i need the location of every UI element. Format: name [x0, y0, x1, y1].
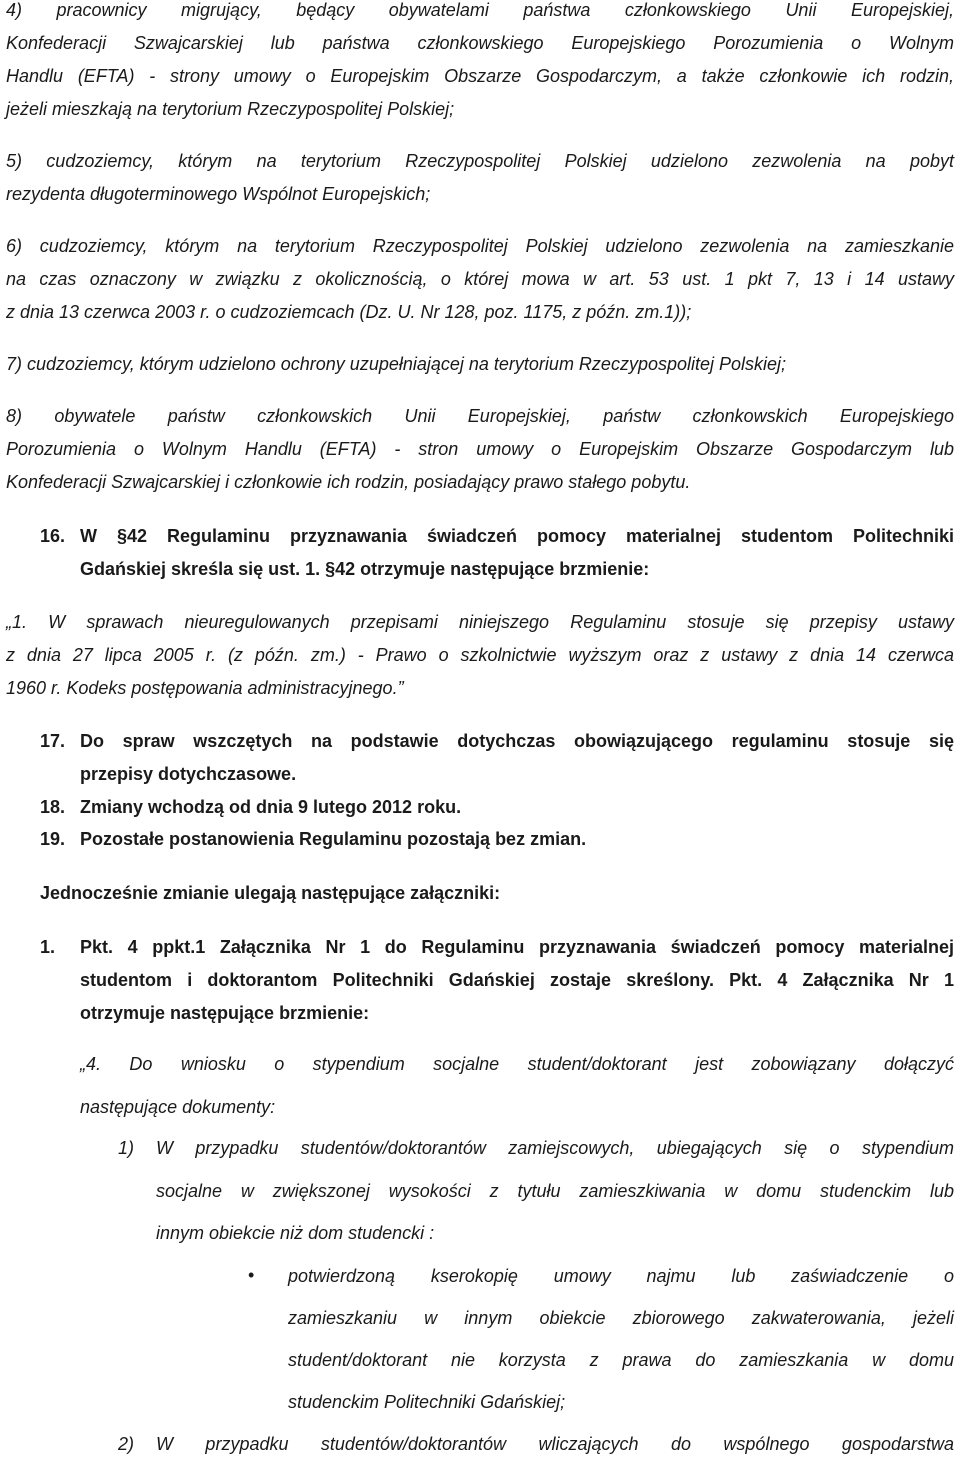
text-line: Pozostałe postanowienia Regulaminu pozostają bez zmian. [80, 829, 587, 849]
section-number: 1. [40, 937, 56, 957]
text-line: z dnia 13 czerwca 2003 r. o cudzoziemcach (Dz. U. Nr 128, poz. 1175, z późn. zm.1)); [6, 302, 692, 322]
text-line: student/doktorant nie korzysta z prawa do zamieszkania w domu [288, 1350, 954, 1370]
text-line: potwierdzoną kserokopię umowy najmu lub zaświadczenie o [288, 1266, 954, 1286]
text-line: Do spraw wszczętych na podstawie dotychczas obowiązującego regulaminu stosuje się [80, 731, 954, 751]
text-line: Konfederacji Szwajcarskiej i członkowie ich rodzin, posiadający prawo stałego pobytu. [6, 472, 691, 492]
text-line: następujące dokumenty: [80, 1097, 276, 1117]
text-line: studentom i doktorantom Politechniki Gdańskiej zostaje skreślony. Pkt. 4 Załącznika Nr 1 [80, 970, 954, 990]
text-line: rezydenta długoterminowego Wspólnot Europejskich; [6, 184, 431, 204]
text-line: Porozumienia o Wolnym Handlu (EFTA) - stron umowy o Europejskim Obszarze Gospodarczym lub [6, 439, 954, 459]
text-line: Pkt. 4 ppkt.1 Załącznika Nr 1 do Regulaminu przyznawania świadczeń pomocy materialnej [80, 937, 954, 957]
bullet-icon: • [248, 1265, 255, 1285]
text-line: Handlu (EFTA) - strony umowy o Europejskim Obszarze Gospodarczym, a także członkowie ich rodzin, [6, 66, 954, 86]
text-line: 7) cudzoziemcy, którym udzielono ochrony uzupełniającej na terytorium Rzeczypospolitej Polskiej; [6, 354, 787, 374]
text-line: zamieszkaniu w innym obiekcie zbiorowego zakwaterowania, jeżeli [288, 1308, 954, 1328]
text-line: Konfederacji Szwajcarskiej lub państwa członkowskiego Europejskiego Porozumienia o Wolnym [6, 33, 954, 53]
text-line: 4) pracownicy migrujący, będący obywatelami państwa członkowskiego Unii Europejskiej, [6, 0, 954, 20]
text-line: innym obiekcie niż dom studencki : [156, 1223, 435, 1243]
text-line: socjalne w zwiększonej wysokości z tytułu zamieszkiwania w domu studenckim lub [156, 1181, 954, 1201]
text-line: otrzymuje następujące brzmienie: [80, 1003, 370, 1023]
text-line: W przypadku studentów/doktorantów wliczających do wspólnego gospodarstwa [156, 1434, 954, 1454]
text-line: na czas oznaczony w związku z okolicznością, o której mowa w art. 53 ust. 1 pkt 7, 13 i 14 ustawy [6, 269, 954, 289]
text-line: 6) cudzoziemcy, którym na terytorium Rzeczypospolitej Polskiej udzielono zezwolenia na zamieszkanie [6, 236, 954, 256]
text-line: z dnia 27 lipca 2005 r. (z późn. zm.) - Prawo o szkolnictwie wyższym oraz z ustawy z dnia 14 czerwca [6, 645, 954, 665]
text-line: „4. Do wniosku o stypendium socjalne student/doktorant jest zobowiązany dołączyć [80, 1054, 954, 1074]
annex-heading: Jednocześnie zmianie ulegają następujące załączniki: [40, 883, 501, 903]
text-line: przepisy dotychczasowe. [80, 764, 297, 784]
section-number: 17. [40, 731, 66, 751]
text-line: W przypadku studentów/doktorantów zamiejscowych, ubiegających się o stypendium [156, 1138, 954, 1158]
section-number: 18. [40, 797, 66, 817]
text-line: Zmiany wchodzą od dnia 9 lutego 2012 roku. [80, 797, 462, 817]
sub-item-number: 2) [118, 1434, 135, 1454]
text-line: 8) obywatele państw członkowskich Unii Europejskiej, państw członkowskich Europejskiego [6, 406, 954, 426]
section-number: 19. [40, 829, 66, 849]
sub-item-number: 1) [118, 1138, 135, 1158]
text-line: jeżeli mieszkają na terytorium Rzeczypospolitej Polskiej; [6, 99, 455, 119]
text-line: 5) cudzoziemcy, którym na terytorium Rzeczypospolitej Polskiej udzielono zezwolenia na pobyt [6, 151, 954, 171]
text-line: studenckim Politechniki Gdańskiej; [288, 1392, 566, 1412]
text-line: W §42 Regulaminu przyznawania świadczeń pomocy materialnej studentom Politechniki [80, 526, 954, 546]
text-line: 1960 r. Kodeks postępowania administracyjnego.” [6, 678, 404, 698]
text-line: Gdańskiej skreśla się ust. 1. §42 otrzymuje następujące brzmienie: [80, 559, 650, 579]
section-number: 16. [40, 526, 66, 546]
text-line: „1. W sprawach nieuregulowanych przepisami niniejszego Regulaminu stosuje się przepisy ustawy [6, 612, 954, 632]
